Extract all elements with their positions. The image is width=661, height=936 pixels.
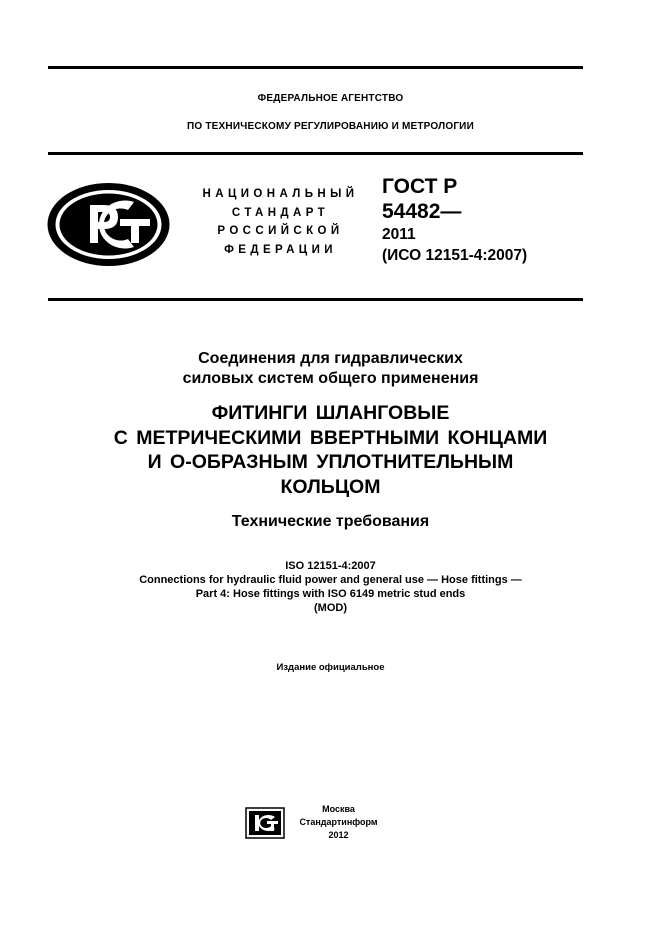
iso-line-3: Part 4: Hose fittings with ISO 6149 metric stud ends xyxy=(195,588,466,600)
agency-line-2: ПО ТЕХНИЧЕСКОМУ РЕГУЛИРОВАНИЮ И МЕТРОЛОГИИ xyxy=(187,121,474,132)
subject-title xyxy=(0,349,661,389)
code-line-1: ГОСТ Р xyxy=(382,175,458,198)
publisher-name: Стандартинформ xyxy=(299,817,378,827)
main-title xyxy=(0,401,661,499)
standartinform-logo-icon xyxy=(245,807,285,839)
iso-line-1: ISO 12151-4:2007 xyxy=(285,560,376,572)
requirements-subtitle: Технические требования xyxy=(231,513,430,530)
gost-r-logo-icon xyxy=(46,181,171,268)
top-rule xyxy=(48,66,583,69)
standard-block-rule xyxy=(48,298,583,301)
main-title-line-4: КОЛЬЦОМ xyxy=(280,475,381,498)
national-line-4: ФЕДЕРАЦИИ xyxy=(224,243,337,256)
code-line-3: 2011 xyxy=(382,226,416,243)
publisher-year: 2012 xyxy=(328,830,349,840)
subject-line-1: Соединения для гидравлических xyxy=(198,350,463,367)
national-line-1: НАЦИОНАЛЬНЫЙ xyxy=(202,188,359,200)
standard-code xyxy=(382,174,527,266)
iso-line-2: Connections for hydraulic fluid power and general use — Hose fittings — xyxy=(139,574,522,586)
main-title-line-1: ФИТИНГИ ШЛАНГОВЫЕ xyxy=(211,402,450,424)
national-line-3: РОССИЙСКОЙ xyxy=(217,225,344,237)
header-divider-rule xyxy=(48,152,583,155)
subject-line-2: силовых систем общего применения xyxy=(182,370,479,387)
publisher-city: Москва xyxy=(322,804,355,814)
publisher-info xyxy=(291,803,386,842)
code-line-4: (ИСО 12151-4:2007) xyxy=(382,247,528,264)
national-standard-label xyxy=(183,185,378,259)
iso-reference xyxy=(0,559,661,615)
national-line-2: СТАНДАРТ xyxy=(231,206,330,219)
main-title-line-2: С МЕТРИЧЕСКИМИ ВВЕРТНЫМИ КОНЦАМИ xyxy=(113,426,548,449)
iso-line-4: (MOD) xyxy=(314,602,347,614)
edition-label: Издание официальное xyxy=(276,662,385,673)
main-title-line-3: И О-ОБРАЗНЫМ УПЛОТНИТЕЛЬНЫМ xyxy=(147,451,514,473)
code-line-2: 54482— xyxy=(382,200,462,223)
agency-line-1: ФЕДЕРАЛЬНОЕ АГЕНТСТВО xyxy=(257,93,404,104)
